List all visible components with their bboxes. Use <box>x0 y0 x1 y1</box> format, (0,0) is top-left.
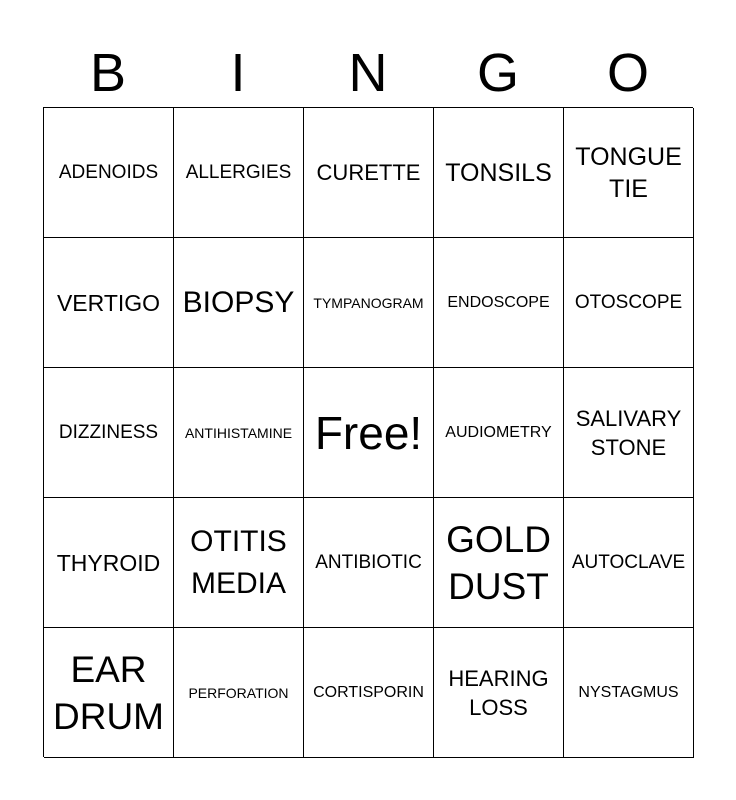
cell-label: CORTISPORIN <box>313 683 424 701</box>
bingo-cell-r4-c2[interactable] <box>304 628 434 758</box>
bingo-cell-r2-c3[interactable] <box>434 368 564 498</box>
bingo-cell-r4-c1[interactable] <box>174 628 304 758</box>
cell-label: ANTIBIOTIC <box>315 551 422 573</box>
bingo-card <box>43 107 693 757</box>
cell-label: EAR DRUM <box>53 648 164 737</box>
bingo-cell-r1-c0[interactable] <box>44 238 174 368</box>
bingo-cell-r3-c1[interactable] <box>174 498 304 628</box>
cell-label: GOLD DUST <box>446 518 551 607</box>
cell-label: SALIVARY STONE <box>575 405 682 460</box>
cell-label: THYROID <box>56 549 161 576</box>
bingo-cell-r2-c0[interactable] <box>44 368 174 498</box>
free-space-label: Free! <box>314 406 423 459</box>
bingo-cell-free[interactable] <box>304 368 434 498</box>
bingo-cell-r2-c1[interactable] <box>174 368 304 498</box>
bingo-cell-r1-c4[interactable] <box>564 238 694 368</box>
cell-label: TYMPANOGRAM <box>313 294 424 311</box>
cell-label: ENDOSCOPE <box>447 293 550 311</box>
header-letter-o: O <box>606 43 649 103</box>
cell-label: AUTOCLAVE <box>571 551 686 573</box>
header-letter-b: B <box>89 43 127 103</box>
cell-label: NYSTAGMUS <box>578 683 679 701</box>
cell-label: HEARING LOSS <box>448 665 549 720</box>
bingo-cell-r3-c0[interactable] <box>44 498 174 628</box>
bingo-header <box>43 40 693 106</box>
header-letter-g: G <box>476 43 519 103</box>
bingo-cell-r1-c1[interactable] <box>174 238 304 368</box>
cell-label: VERTIGO <box>56 289 161 316</box>
cell-label: PERFORATION <box>188 684 289 701</box>
bingo-cell-r4-c0[interactable] <box>44 628 174 758</box>
cell-label: ANTIHISTAMINE <box>184 424 293 441</box>
bingo-cell-r1-c2[interactable] <box>304 238 434 368</box>
cell-label: DIZZINESS <box>58 421 159 443</box>
cell-label: AUDIOMETRY <box>445 423 552 441</box>
cell-label: OTITIS MEDIA <box>190 524 287 600</box>
bingo-cell-r0-c4[interactable] <box>564 108 694 238</box>
bingo-cell-r0-c2[interactable] <box>304 108 434 238</box>
header-letter-n: N <box>348 43 388 103</box>
bingo-cell-r0-c1[interactable] <box>174 108 304 238</box>
bingo-cell-r0-c0[interactable] <box>44 108 174 238</box>
header-letter-i: I <box>230 43 246 103</box>
cell-label: ALLERGIES <box>185 161 292 183</box>
cell-label: ADENOIDS <box>58 161 159 183</box>
bingo-cell-r0-c3[interactable] <box>434 108 564 238</box>
bingo-cell-r3-c3[interactable] <box>434 498 564 628</box>
bingo-cell-r1-c3[interactable] <box>434 238 564 368</box>
cell-label: OTOSCOPE <box>574 291 683 313</box>
bingo-cell-r2-c4[interactable] <box>564 368 694 498</box>
cell-label: TONGUE TIE <box>575 142 682 203</box>
cell-label: CURETTE <box>316 160 421 185</box>
bingo-cell-r4-c3[interactable] <box>434 628 564 758</box>
bingo-cell-r3-c2[interactable] <box>304 498 434 628</box>
bingo-cell-r4-c4[interactable] <box>564 628 694 758</box>
cell-label: TONSILS <box>445 158 552 187</box>
bingo-cell-r3-c4[interactable] <box>564 498 694 628</box>
cell-label: BIOPSY <box>182 285 295 319</box>
